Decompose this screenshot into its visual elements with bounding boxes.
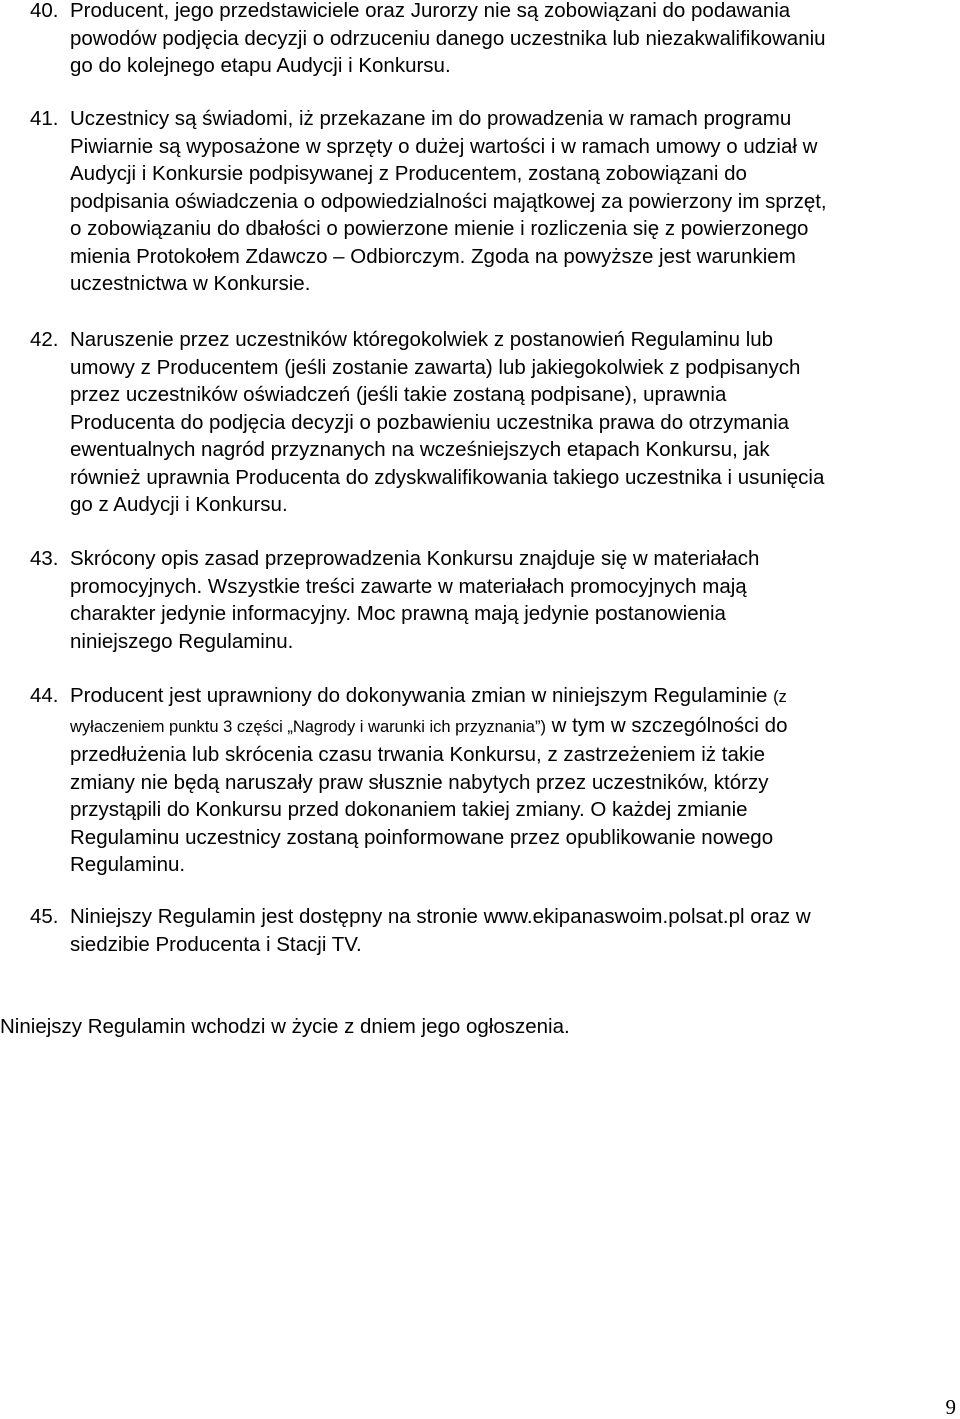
paragraph-text (70, 326, 954, 519)
paragraph-number: 45. (30, 905, 59, 928)
text-line: przystąpili do Konkursu przed dokonaniem takiej zmiany. O każdej zmianie (70, 798, 748, 821)
text-line: Regulaminu. (70, 853, 186, 876)
text-line: Producent, jego przedstawiciele oraz Jurorzy nie są zobowiązani do podawania (70, 0, 791, 22)
text-line: Piwiarnie są wyposażone w sprzęty o dużej wartości i w ramach umowy o udział w (70, 134, 818, 158)
paragraph-text (70, 545, 954, 655)
paragraph-number: 41. (30, 107, 59, 130)
text-run-small: wyłaczeniem punktu 3 części „Nagrody i warunki ich przyznania”) (70, 717, 546, 736)
text-line: zmiany nie będą naruszały praw słusznie nabytych przez uczestników, którzy (70, 770, 769, 794)
text-line: o zobowiązaniu do dbałości o powierzone mienie i rozliczenia się z powierzonego (70, 217, 809, 240)
text-line: charakter jedynie informacyjny. Moc prawną mają jedynie postanowienia (70, 602, 726, 625)
text-line (70, 712, 954, 742)
text-run-small: (z (773, 688, 787, 706)
paragraph-number: 43. (30, 547, 59, 570)
paragraph-text (70, 903, 954, 958)
text-line: go do kolejnego etapu Audycji i Konkursu. (70, 54, 451, 77)
text-line: mienia Protokołem Zdawczo – Odbiorczym. Zgoda na powyższe jest warunkiem (70, 244, 796, 268)
page-number: 9 (945, 1395, 956, 1419)
text-line: promocyjnych. Wszystkie treści zawarte w materiałach promocyjnych mają (70, 574, 747, 598)
paragraph-42 (30, 326, 954, 519)
text-line: go z Audycji i Konkursu. (70, 493, 288, 516)
paragraph-45 (30, 903, 954, 958)
paragraph-text (70, 682, 954, 879)
paragraph-40 (30, 0, 954, 80)
text-line: przez uczestników oświadczeń (jeśli takie zostaną podpisane), uprawnia (70, 383, 727, 406)
text-line (70, 682, 954, 712)
text-line: Producenta do podjęcia decyzji o pozbawieniu uczestnika prawa do otrzymania (70, 410, 790, 434)
paragraph-text (70, 0, 954, 80)
paragraph-43 (30, 545, 954, 655)
paragraph-41 (30, 105, 954, 298)
text-line: Audycji i Konkursie podpisywanej z Producentem, zostaną zobowiązani do (70, 162, 747, 185)
text-line: siedzibie Producenta i Stacji TV. (70, 932, 362, 956)
text-line: powodów podjęcia decyzji o odrzuceniu danego uczestnika lub niezakwalifikowaniu (70, 26, 826, 50)
paragraph-number: 44. (30, 684, 59, 707)
text-line: przedłużenia lub skrócenia czasu trwania Konkursu, z zastrzeżeniem iż takie (70, 743, 766, 766)
text-line: uczestnictwa w Konkursie. (70, 272, 311, 295)
text-line: Uczestnicy są świadomi, iż przekazane im do prowadzenia w ramach programu (70, 107, 792, 130)
paragraph-number: 40. (30, 0, 59, 22)
text-line: niniejszego Regulaminu. (70, 629, 294, 653)
text-line: podpisania oświadczenia o odpowiedzialności majątkowej za powierzony im sprzęt, (70, 189, 827, 213)
text-run: Producent jest uprawniony do dokonywania zmian w niniejszym Regulaminie (70, 684, 774, 707)
paragraph-number: 42. (30, 328, 59, 351)
text-line: również uprawnia Producenta do zdyskwalifikowania takiego uczestnika i usunięcia (70, 465, 825, 489)
text-line: Regulaminu uczestnicy zostaną poinformowane przez opublikowanie nowego (70, 825, 774, 849)
text-line: Niniejszy Regulamin jest dostępny na stronie www.ekipanaswoim.polsat.pl oraz w (70, 905, 811, 928)
paragraph-44 (30, 682, 954, 879)
text-line: Skrócony opis zasad przeprowadzenia Konkursu znajduje się w materiałach (70, 547, 760, 570)
text-line: ewentualnych nagród przyznanych na wcześniejszych etapach Konkursu, jak (70, 438, 770, 461)
closing-statement: Niniejszy Regulamin wchodzi w życie z dniem jego ogłoszenia. (0, 1015, 570, 1038)
paragraph-text (70, 105, 954, 298)
text-line: Naruszenie przez uczestników któregokolwiek z postanowień Regulaminu lub (70, 328, 774, 351)
text-run: w tym w szczególności do (545, 713, 788, 737)
text-line: umowy z Producentem (jeśli zostanie zawarta) lub jakiegokolwiek z podpisanych (70, 355, 801, 379)
